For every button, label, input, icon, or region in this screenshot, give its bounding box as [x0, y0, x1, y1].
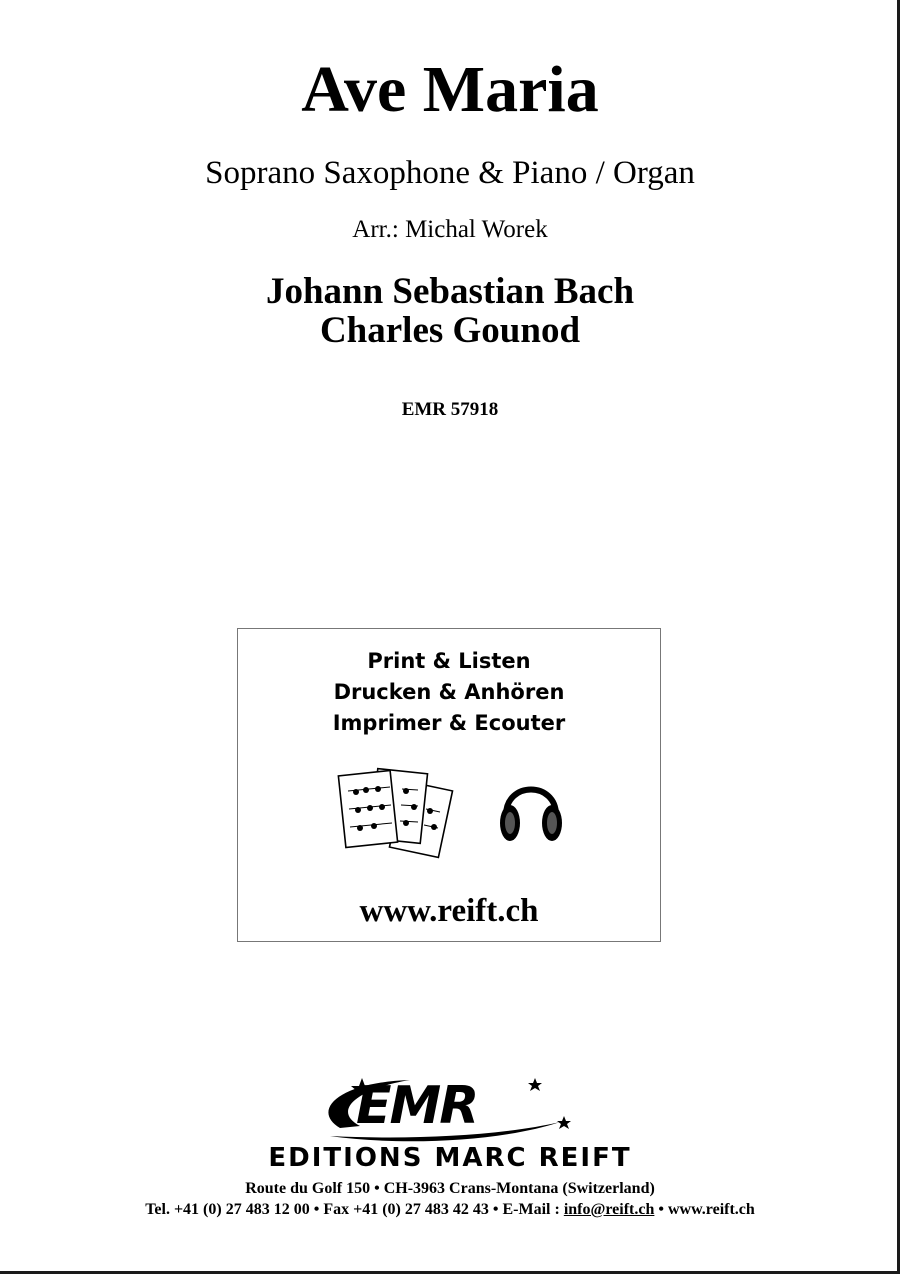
- promo-line-de: Drucken & Anhören: [333, 680, 565, 704]
- star-icon: [528, 1078, 542, 1091]
- promo-line-fr: Imprimer & Ecouter: [332, 711, 566, 735]
- promo-website-link[interactable]: www.reift.ch: [359, 893, 539, 929]
- emr-logo: [300, 1070, 580, 1150]
- website[interactable]: www.reift.ch: [668, 1201, 755, 1218]
- headphones-icon: [496, 769, 566, 849]
- logo-text: EMR: [356, 1076, 478, 1136]
- print-listen-box: [237, 628, 661, 942]
- composer-1: Johann Sebastian Bach: [265, 271, 635, 312]
- page-title: Ave Maria: [301, 53, 599, 126]
- arranger: Arr.: Michal Worek: [352, 216, 548, 243]
- phone: Tel. +41 (0) 27 483 12 00: [145, 1201, 310, 1218]
- email-link[interactable]: info@reift.ch: [563, 1201, 655, 1218]
- sheet-music-icon: [336, 763, 466, 859]
- publisher-contact: Tel. +41 (0) 27 483 12 00 • Fax +41 (0) 27 483 42 43 • E-Mail : info@reift.ch • www.reift.ch: [145, 1201, 755, 1218]
- composer-2: Charles Gounod: [319, 310, 581, 351]
- catalog-number: EMR 57918: [401, 399, 499, 420]
- instrumentation: Soprano Saxophone & Piano / Organ: [205, 155, 695, 191]
- promo-line-en: Print & Listen: [367, 649, 531, 673]
- email-label: E-Mail :: [502, 1201, 560, 1218]
- publisher-address: Route du Golf 150 • CH-3963 Crans-Montana (Switzerland): [245, 1180, 655, 1197]
- fax: Fax +41 (0) 27 483 42 43: [323, 1201, 489, 1218]
- star-icon: [557, 1116, 571, 1129]
- publisher-name: EDITIONS MARC REIFT: [268, 1143, 632, 1173]
